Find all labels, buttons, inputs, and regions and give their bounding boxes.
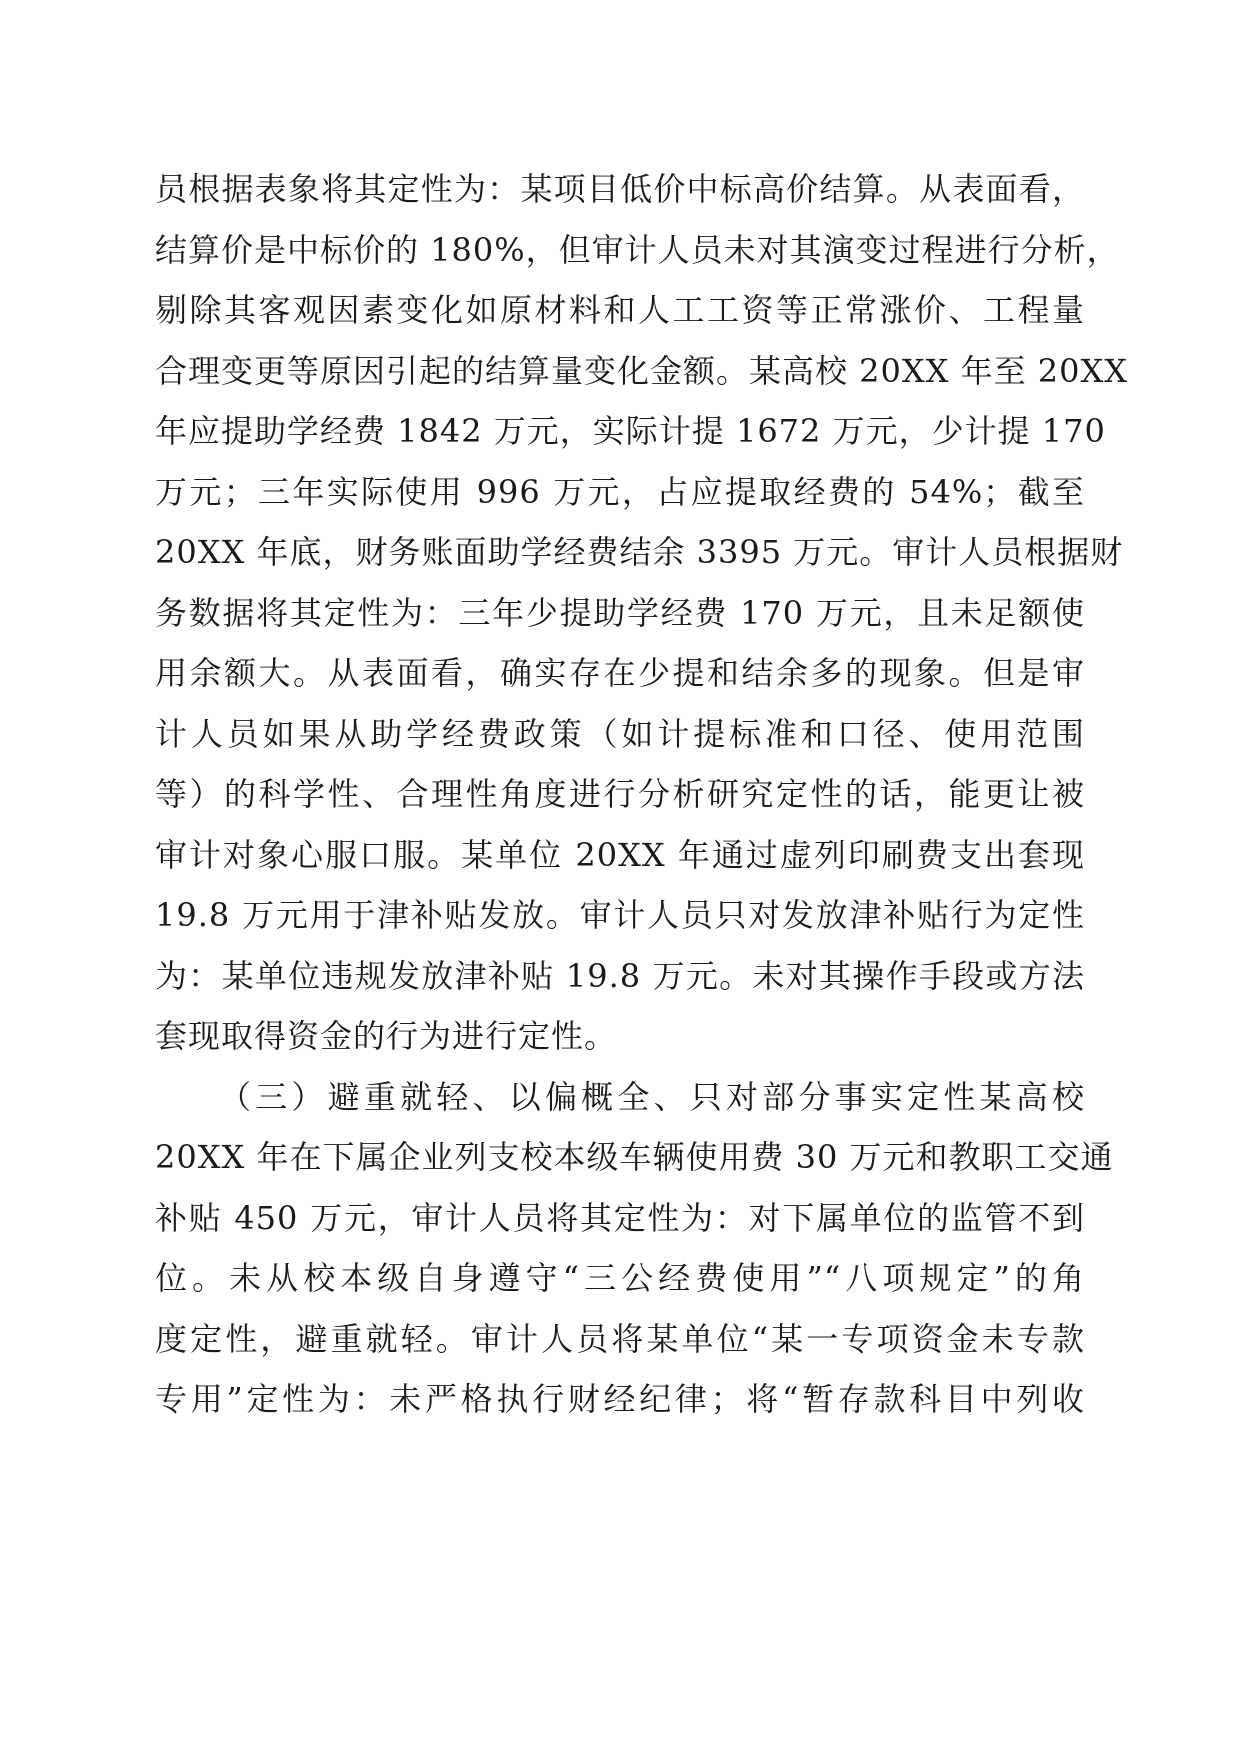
text-line: 务数据将其定性为：三年少提助学经费 170 万元，且未足额使 bbox=[155, 593, 1085, 632]
paragraph-2 bbox=[155, 1067, 1114, 1430]
text-line: 为：某单位违规发放津补贴 19.8 万元。未对其操作手段或方法 bbox=[155, 956, 1085, 995]
text-line: 计人员如果从助学经费政策（如计提标准和口径、使用范围 bbox=[155, 714, 1085, 753]
text-line: 剔除其客观因素变化如原材料和人工工资等正常涨价、工程量 bbox=[155, 291, 1085, 329]
text-line: 20XX 年底，财务账面助学经费结余 3395 万元。审计人员根据财 bbox=[155, 533, 1124, 571]
text-line: 合理变更等原因引起的结算量变化金额。某高校 20XX 年至 20XX bbox=[155, 351, 1129, 390]
paragraph-1 bbox=[155, 159, 1129, 1067]
body-text bbox=[155, 159, 1129, 1430]
text-line: 20XX 年在下属企业列支校本级车辆使用费 30 万元和教职工交通 bbox=[155, 1138, 1114, 1176]
text-line: 审计对象心服口服。某单位 20XX 年通过虚列印刷费支出套现 bbox=[155, 835, 1085, 874]
text-line: 套现取得资金的行为进行定性。 bbox=[155, 1017, 618, 1055]
text-line: 员根据表象将其定性为：某项目低价中标高价结算。从表面看， bbox=[155, 170, 1085, 208]
text-line: 等）的科学性、合理性角度进行分析研究定性的话，能更让被 bbox=[155, 775, 1085, 813]
text-line: 位。未从校本级自身遵守“三公经费使用”“八项规定”的角 bbox=[155, 1259, 1085, 1297]
text-line: 补贴 450 万元，审计人员将其定性为：对下属单位的监管不到 bbox=[155, 1198, 1085, 1237]
text-line: 年应提助学经费 1842 万元，实际计提 1672 万元，少计提 170 bbox=[155, 412, 1106, 450]
section-heading-line: （三）避重就轻、以偏概全、只对部分事实定性某高校 bbox=[219, 1077, 1085, 1116]
text-line: 结算价是中标价的 180%，但审计人员未对其演变过程进行分析， bbox=[155, 230, 1120, 269]
text-line: 万元；三年实际使用 996 万元，占应提取经费的 54%；截至 bbox=[155, 472, 1085, 511]
text-line: 专用”定性为：未严格执行财经纪律；将“暂存款科目中列收 bbox=[155, 1380, 1085, 1418]
text-line: 19.8 万元用于津补贴发放。审计人员只对发放津补贴行为定性 bbox=[155, 896, 1085, 934]
text-line: 度定性，避重就轻。审计人员将某单位“某一专项资金未专款 bbox=[155, 1319, 1085, 1358]
text-line: 用余额大。从表面看，确实存在少提和结余多的现象。但是审 bbox=[155, 654, 1085, 692]
